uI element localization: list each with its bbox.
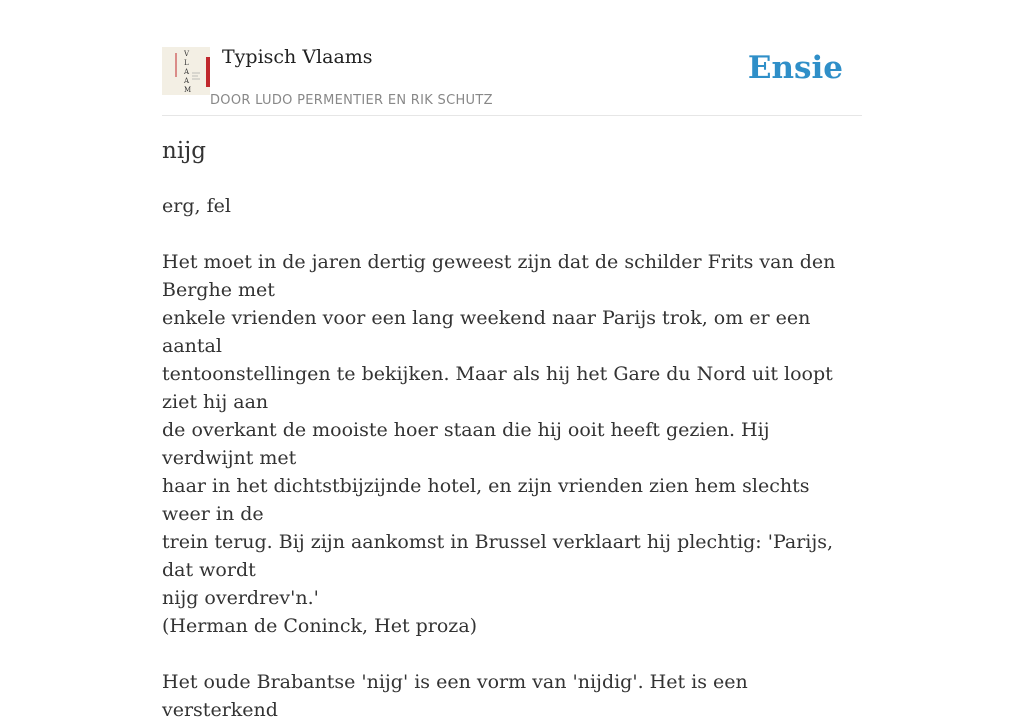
quote-line: haar in het dichtstbijzijnde hotel, en zijn vrienden zien hem slechts weer in de: [162, 475, 810, 525]
svg-text:A: A: [184, 68, 190, 76]
quote-line: trein terug. Bij zijn aankomst in Brussel verklaart hij plechtig: 'Parijs, dat wordt: [162, 531, 834, 581]
spacer: [162, 640, 862, 668]
quote-line: nijg overdrev'n.': [162, 587, 319, 609]
next-paragraph: Het oude Brabantse 'nijg' is een vorm van 'nijdig'. Het is een versterkend: [162, 671, 748, 721]
quote-source: (Herman de Coninck, Het proza): [162, 615, 478, 637]
entry-title: nijg: [162, 138, 207, 164]
svg-text:M: M: [184, 86, 192, 94]
header: [162, 0, 862, 116]
quote-line: Het moet in de jaren dertig geweest zijn dat de schilder Frits van den Berghe met: [162, 251, 836, 301]
svg-text:V: V: [184, 50, 190, 58]
quote-line: de overkant de mooiste hoer staan die hij ooit heeft gezien. Hij verdwijnt met: [162, 419, 770, 469]
quote-line: tentoonstellingen te bekijken. Maar als hij het Gare du Nord uit loopt ziet hij aan: [162, 363, 833, 413]
entry-content: [162, 192, 862, 724]
page: [162, 0, 862, 721]
definition: erg, fel: [162, 195, 231, 217]
book-authors: DOOR LUDO PERMENTIER EN RIK SCHUTZ: [210, 93, 493, 108]
spacer: [162, 220, 862, 248]
book-title[interactable]: Typisch Vlaams: [222, 46, 373, 68]
svg-text:A: A: [184, 77, 190, 85]
ensie-logo-link[interactable]: Ensie: [747, 50, 843, 86]
quote-line: enkele vrienden voor een lang weekend naar Parijs trok, om er een aantal: [162, 307, 811, 357]
book-cover-icon[interactable]: [162, 47, 210, 95]
svg-text:L: L: [184, 59, 189, 67]
